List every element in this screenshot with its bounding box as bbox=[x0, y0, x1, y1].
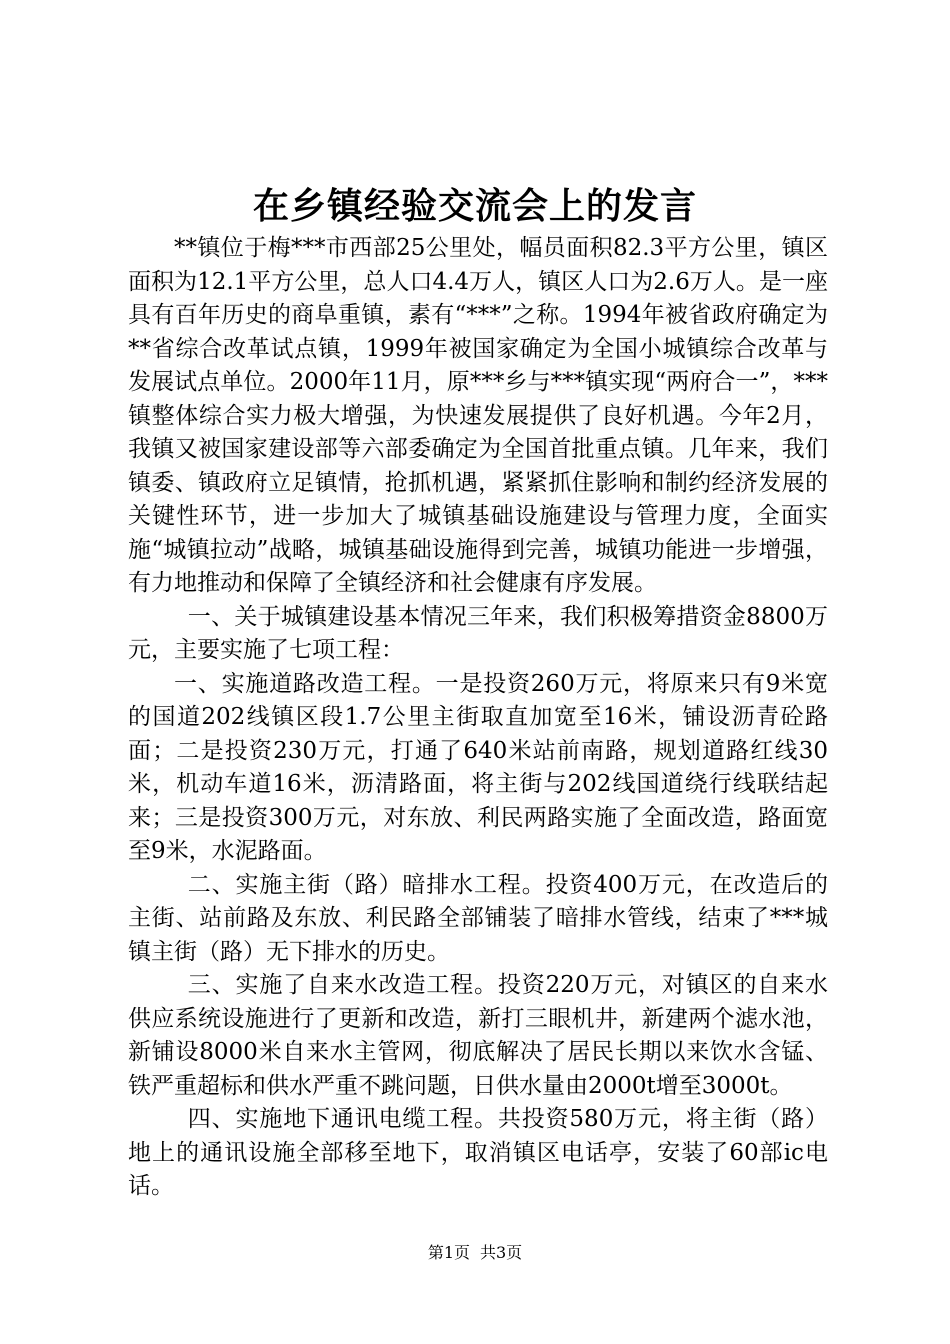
document-body bbox=[128, 232, 828, 1204]
paragraph-drainage-project: 二、实施主街（路）暗排水工程。投资400万元，在改造后的主街、站前路及东放、利民路全部铺装了暗排水管线，结束了***城镇主街（路）无下排水的历史。 bbox=[128, 871, 828, 965]
paragraph-section-heading: 一、关于城镇建设基本情况三年来，我们积极筹措资金8800万元，主要实施了七项工程： bbox=[128, 603, 828, 663]
document-title: 在乡镇经验交流会上的发言 bbox=[252, 185, 697, 227]
page-footer bbox=[0, 1242, 950, 1264]
paragraph-water-project: 三、实施了自来水改造工程。投资220万元，对镇区的自来水供应系统设施进行了更新和改造，新打三眼机井，新建两个滤水池，新铺设8000米自来水主管网，彻底解决了居民长期以来饮水含锰、铁严重超标和供水严重不跳问题，日供水量由2000t增至3000t。 bbox=[128, 972, 828, 1099]
page-total: 共3页 bbox=[480, 1243, 523, 1262]
paragraph-road-project: 一、实施道路改造工程。一是投资260万元，将原来只有9米宽的国道202线镇区段1.7公里主街取直加宽至16米，铺设沥青砼路面；二是投资230万元，打通了640米站前南路，规划道路红线30米，机动车道16米，沥清路面，将主街与202线国道绕行线联结起来；三是投资300万元，对东放、利民两路实施了全面改造，路面宽至9米，水泥路面。 bbox=[128, 670, 828, 864]
page-number: 第1页 bbox=[427, 1243, 470, 1262]
paragraph-intro: **镇位于梅***市西部25公里处，幅员面积82.3平方公里，镇区面积为12.1平方公里，总人口4.4万人，镇区人口为2.6万人。是一座具有百年历史的商阜重镇，素有“***”之称。1994年被省政府确定为**省综合改革试点镇，1999年被国家确定为全国小城镇综合改革与发展试点单位。2000年11月，原***乡与***镇实现“两府合一”，***镇整体综合实力极大增强，为快速发展提供了良好机遇。今年2月，我镇又被国家建设部等六部委确定为全国首批重点镇。几年来，我们镇委、镇政府立足镇情，抢抓机遇，紧紧抓住影响和制约经济发展的关键性环节，进一步加大了城镇基础设施建设与管理力度，全面实施“城镇拉动”战略，城镇基础设施得到完善，城镇功能进一步增强，有力地推动和保障了全镇经济和社会健康有序发展。 bbox=[128, 235, 828, 596]
paragraph-cable-project: 四、实施地下通讯电缆工程。共投资580万元，将主街（路）地上的通讯设施全部移至地下，取消镇区电话亭，安装了60部ic电话。 bbox=[128, 1106, 828, 1199]
